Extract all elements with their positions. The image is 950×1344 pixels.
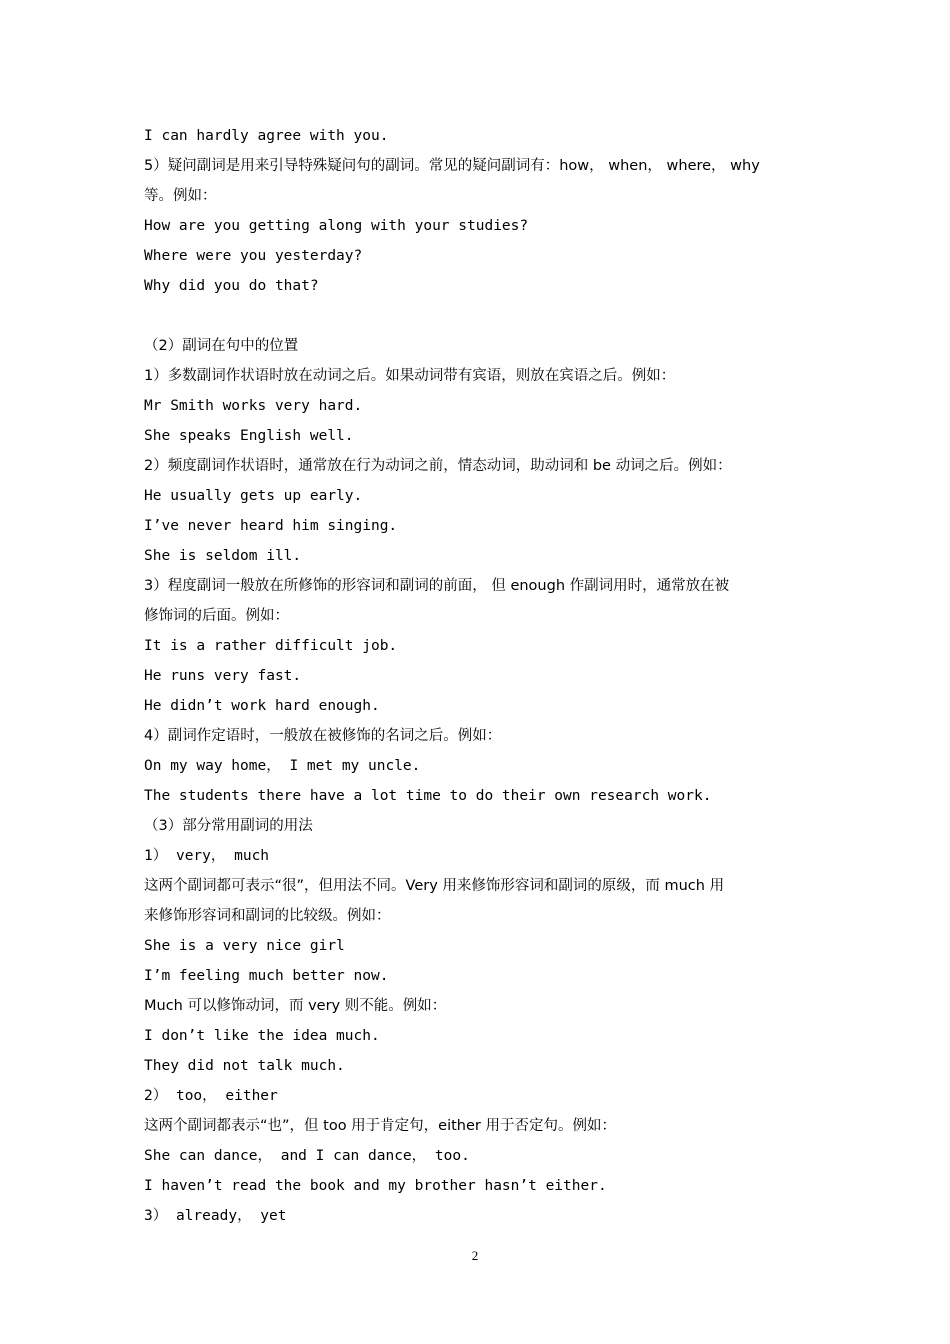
text-line: 1） very， much [144, 848, 270, 864]
text-line: 5）疑问副词是用来引导特殊疑问句的副词。常见的疑问副词有：how， when， where， why [144, 158, 760, 174]
text-line: Mr Smith works very hard. [144, 398, 363, 414]
text-line: 这两个副词都可表示“很”，但用法不同。Very 用来修饰形容词和副词的原级，而 much 用 [144, 878, 725, 894]
text-line: Where were you yesterday? [144, 248, 363, 264]
text-line: He runs very fast. [144, 668, 302, 684]
text-line: On my way home， I met my uncle. [144, 758, 421, 774]
text-line: 4）副词作定语时，一般放在被修饰的名词之后。例如： [144, 728, 502, 744]
text-line: I haven’t read the book and my brother hasn’t either. [144, 1178, 607, 1194]
text-line: She is a very nice girl [144, 938, 345, 954]
section-heading: （2）副词在句中的位置 [144, 338, 299, 354]
text-line: He usually gets up early. [144, 488, 363, 504]
text-line: I don’t like the idea much. [144, 1028, 380, 1044]
text-line: He didn’t work hard enough. [144, 698, 380, 714]
text-line: 等。例如： [144, 188, 217, 204]
text-line: 1）多数副词作状语时放在动词之后。如果动词带有宾语，则放在宾语之后。例如： [144, 368, 676, 384]
text-line: 这两个副词都表示“也”，但 too 用于肯定句，either 用于否定句。例如： [144, 1118, 616, 1134]
page-number: 2 [471, 1248, 479, 1263]
text-line: I can hardly agree with you. [144, 128, 389, 144]
text-line: The students there have a lot time to do their own research work. [144, 788, 712, 804]
text-line: 3） already， yet [144, 1208, 287, 1224]
section-heading: （3）部分常用副词的用法 [144, 818, 313, 834]
text-line: 2）频度副词作状语时，通常放在行为动词之前，情态动词，助动词和 be 动词之后。例如： [144, 458, 732, 474]
text-line: They did not talk much. [144, 1058, 345, 1074]
page-body [144, 121, 814, 1231]
text-line: It is a rather difficult job. [144, 638, 398, 654]
text-line: She is seldom ill. [144, 548, 302, 564]
text-line: She speaks English well. [144, 428, 354, 444]
text-line: 3）程度副词一般放在所修饰的形容词和副词的前面， 但 enough 作副词用时，通常放在被 [144, 578, 730, 594]
text-line: 来修饰形容词和副词的比较级。例如： [144, 908, 391, 924]
text-line: Much 可以修饰动词，而 very 则不能。例如： [144, 998, 447, 1014]
blank-line [144, 301, 814, 331]
text-line: 修饰词的后面。例如： [144, 608, 289, 624]
text-line: I’m feeling much better now. [144, 968, 389, 984]
text-line: Why did you do that? [144, 278, 319, 294]
text-line: 2） too， either [144, 1088, 278, 1104]
text-line: How are you getting along with your studies? [144, 218, 529, 234]
text-line: I’ve never heard him singing. [144, 518, 398, 534]
text-line: She can dance， and I can dance， too. [144, 1148, 470, 1164]
